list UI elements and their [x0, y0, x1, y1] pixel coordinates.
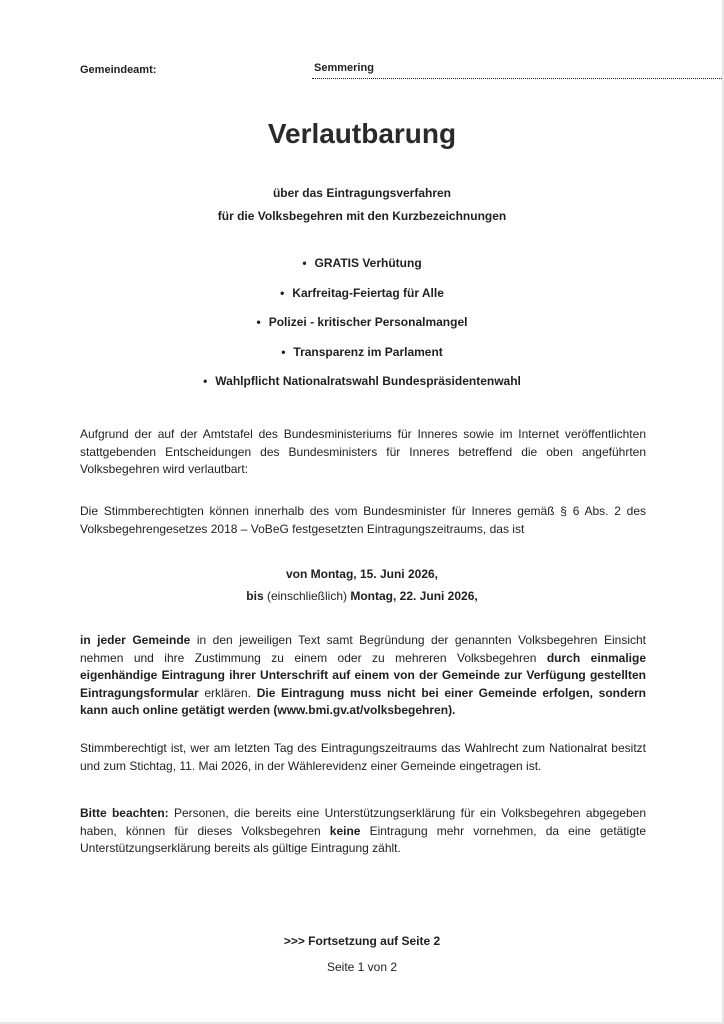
petition-item	[0, 374, 724, 404]
registration-emphasis: in jeder Gemeinde	[80, 633, 191, 647]
notice-paragraph	[80, 805, 646, 858]
municipality-field	[312, 60, 724, 79]
online-registration-note: Die Eintragung muss nicht bei einer Gemeinde erfolgen, sondern kann auch online getätigt werden (www.bmi.gv.at/volksbegehren).	[80, 685, 646, 717]
notice-text-2: Eintragung mehr vornehmen, da eine getätigte Unterstützungserklärung bereits als gültige Eintragung zählt.	[80, 823, 647, 855]
subtitle-line-2: für die Volksbegehren mit den Kurzbezeichnungen	[217, 209, 507, 223]
period-start: von Montag, 15. Juni 2026,	[285, 567, 439, 581]
petition-item	[0, 315, 724, 345]
period-end	[0, 589, 724, 603]
period-end-prefix: bis	[246, 589, 264, 603]
petition-label: Transparenz im Parlament	[293, 344, 443, 359]
petition-item	[0, 256, 724, 286]
petition-label: Polizei - kritischer Personalmangel	[268, 315, 468, 329]
bullet-icon: •	[203, 374, 208, 388]
municipality-header	[80, 60, 650, 80]
municipality-label: Gemeindeamt:	[80, 64, 157, 76]
period-end-date: Montag, 22. Juni 2026,	[350, 589, 478, 603]
bullet-icon: •	[256, 315, 261, 329]
eligibility-paragraph: Stimmberechtigt ist, wer am letzten Tag des Eintragungszeitraums das Wahlrecht zum Nationalrat besitzt und zum Stichtag, 11. Mai 2026, in der Wählerevidenz einer Gemeinde eingetragen ist.	[80, 741, 646, 773]
petition-item	[0, 286, 724, 316]
petition-item	[0, 345, 724, 375]
bullet-icon: •	[281, 344, 286, 359]
page-indicator: Seite 1 von 2	[326, 960, 398, 974]
municipality-name: Semmering	[314, 62, 374, 74]
period-end-note: (einschließlich)	[266, 589, 347, 603]
intro-paragraph: Aufgrund der auf der Amtstafel des Bundesministeriums für Inneres sowie im Internet veröffentlichten stattgebenden Entscheidungen des Bundesministers für Inneres betreffend die oben angeführten Volksbegehren wird verlautbart:	[80, 427, 646, 476]
notice-emphasis: keine	[329, 823, 361, 838]
petition-label: GRATIS Verhütung	[314, 256, 422, 270]
registration-text-2: erklären.	[198, 685, 257, 700]
subtitle-line-1: über das Eintragungsverfahren	[272, 186, 452, 200]
notice-text: Personen, die bereits eine Unterstützungserklärung für ein Volksbegehren abgegeben haben, können für dieses Volksbegehren	[80, 806, 646, 838]
bullet-icon: •	[280, 285, 285, 300]
registration-text: in den jeweiligen Text samt Begründung der genannten Volksbegehren Einsicht nehmen und ihre Zustimmung zu einem oder zu mehreren Volksbegehren	[80, 633, 646, 665]
document-title: Verlautbarung	[267, 118, 457, 149]
petition-label: Wahlpflicht Nationalratswahl Bundespräsidentenwahl	[215, 374, 521, 388]
petition-label: Karfreitag-Feiertag für Alle	[292, 285, 444, 300]
bullet-icon: •	[302, 256, 307, 270]
notice-label: Bitte beachten:	[80, 806, 169, 820]
period-intro-paragraph: Die Stimmberechtigten können innerhalb des vom Bundesminister für Inneres gemäß § 6 Abs. 2 des Volksbegehrengesetzes 2018 – VoBeG festgesetzten Eintragungszeitraums, das ist	[80, 504, 646, 536]
registration-method: durch einmalige eigenhändige Eintragung ihrer Unterschrift auf einem von der Gemeinde zur Verfügung gestellten Eintragungsformular	[80, 650, 646, 700]
petition-list	[0, 256, 724, 404]
continuation-note: >>> Fortsetzung auf Seite 2	[283, 934, 441, 948]
registration-paragraph	[80, 632, 646, 720]
